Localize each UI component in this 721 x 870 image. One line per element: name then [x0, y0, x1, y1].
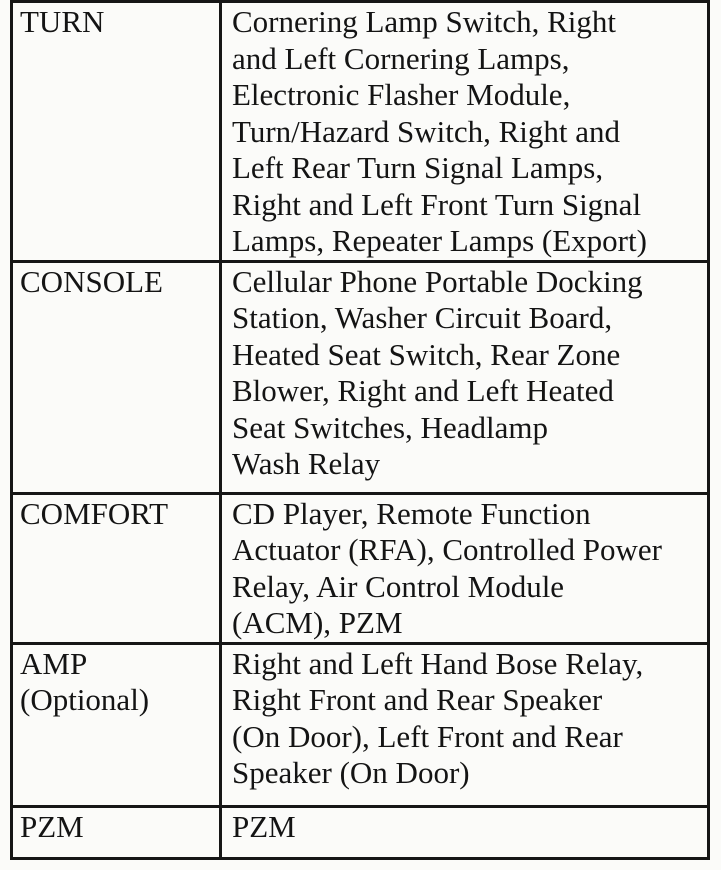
circuit-name-cell: [12, 261, 221, 493]
table-row: [12, 493, 709, 643]
device-text-line: Cellular Phone Portable Docking: [232, 263, 643, 299]
device-text-line: (ACM), PZM: [232, 605, 403, 640]
circuit-name-cell: [12, 493, 221, 643]
device-text-line: Electronic Flasher Module,: [232, 77, 571, 112]
protected-devices-cell: [221, 2, 709, 262]
device-text-line: Relay, Air Control Module: [232, 568, 565, 604]
circuit-name-line: PZM: [20, 808, 84, 844]
circuit-name-cell: [12, 2, 221, 262]
protected-devices-cell: [221, 493, 709, 643]
table-row: [12, 261, 709, 493]
device-text-line: Right and Left Front Turn Signal: [232, 186, 642, 222]
device-text-line: Seat Switches, Headlamp: [232, 409, 548, 445]
table-row: [12, 806, 709, 858]
device-text-line: and Left Cornering Lamps,: [232, 40, 570, 76]
device-text-line: Right and Left Hand Bose Relay,: [232, 645, 644, 681]
device-text-line: Speaker (On Door): [232, 755, 470, 790]
device-text-line: Right Front and Rear Speaker: [232, 682, 603, 717]
device-text-line: Actuator (RFA), Controlled Power: [232, 532, 662, 567]
protected-devices-cell: [221, 806, 709, 858]
circuit-name-line: CONSOLE: [20, 263, 163, 299]
protected-devices-cell: [221, 261, 709, 493]
circuit-name-line: AMP: [20, 645, 88, 681]
device-text-line: Blower, Right and Left Heated: [232, 373, 614, 408]
device-text-line: CD Player, Remote Function: [232, 495, 591, 531]
circuit-name-line: COMFORT: [20, 495, 169, 531]
device-text-line: Turn/Hazard Switch, Right and: [232, 113, 621, 149]
protected-devices-cell: [221, 643, 709, 806]
table-row: [12, 2, 709, 262]
device-text-line: (On Door), Left Front and Rear: [232, 718, 623, 754]
circuit-name-cell: [12, 643, 221, 806]
device-text-line: PZM: [232, 808, 296, 844]
circuit-name-line: TURN: [20, 4, 105, 39]
device-text-line: Left Rear Turn Signal Lamps,: [232, 150, 604, 185]
device-text-line: Heated Seat Switch, Rear Zone: [232, 336, 621, 372]
device-text-line: Wash Relay: [232, 446, 381, 481]
fuse-circuit-table: [10, 0, 710, 860]
table-row: [12, 643, 709, 806]
circuit-name-cell: [12, 806, 221, 858]
circuit-name-line: (Optional): [20, 682, 150, 717]
device-text-line: Lamps, Repeater Lamps (Export): [232, 223, 647, 258]
device-text-line: Cornering Lamp Switch, Right: [232, 4, 617, 39]
device-text-line: Station, Washer Circuit Board,: [232, 300, 613, 335]
